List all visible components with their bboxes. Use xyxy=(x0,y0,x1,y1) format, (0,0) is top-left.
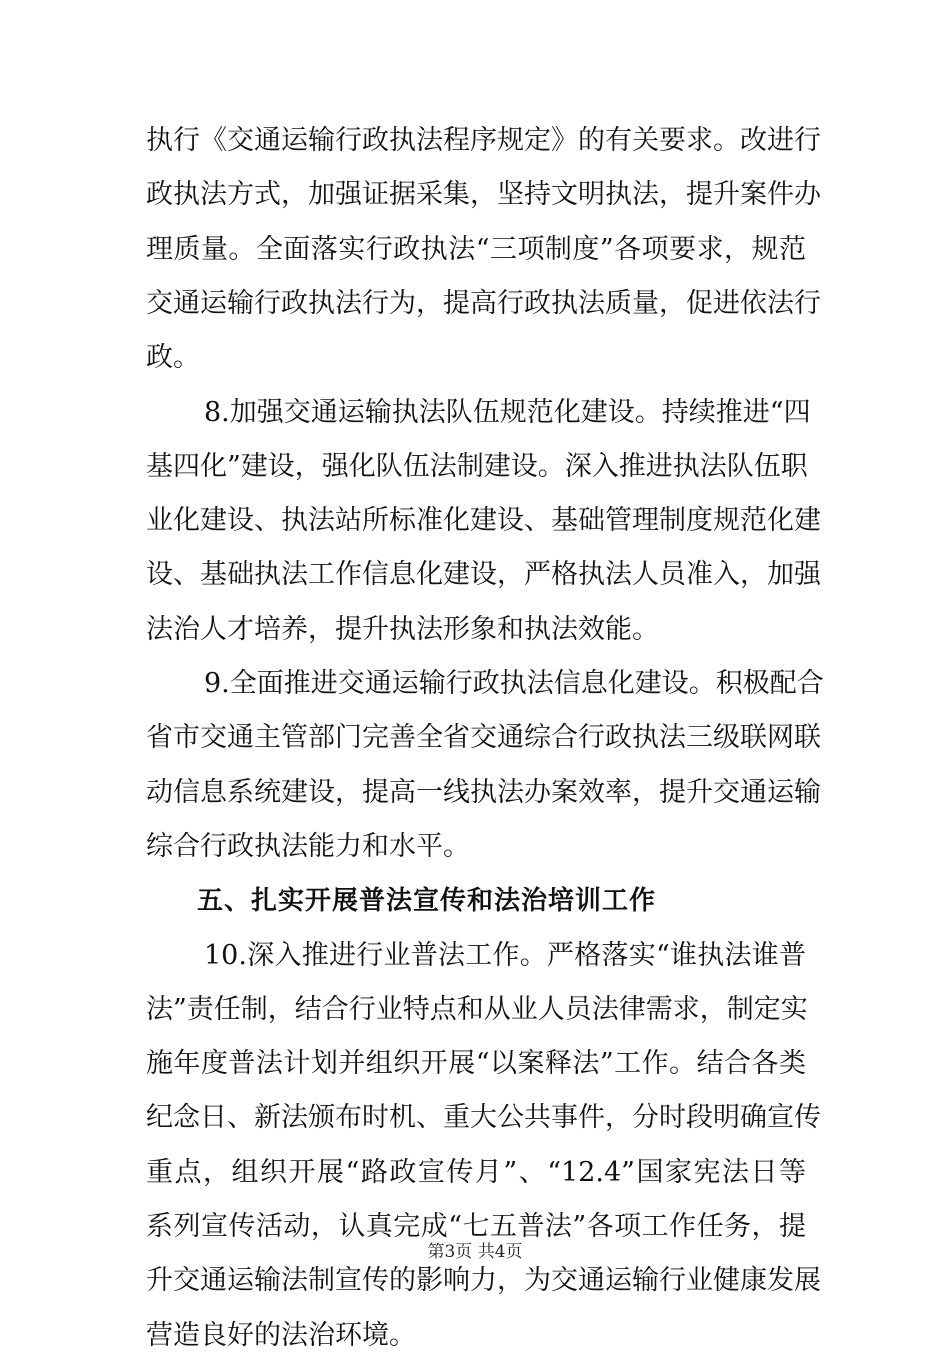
paragraph-line: 执行《交通运输行政执法程序规定》的有关要求。改进行 xyxy=(146,125,821,156)
paragraph-line: 纪念日、新法颁布时机、重大公共事件，分时段明确宣传 xyxy=(146,1102,821,1133)
paragraph-line: 8.加强交通运输执法队伍规范化建设。持续推进“四 xyxy=(204,397,811,428)
paragraph-line: 政。 xyxy=(146,342,200,373)
paragraph-line: 法”责任制，结合行业特点和从业人员法律需求，制定实 xyxy=(146,994,808,1025)
paragraph-line: 重点，组织开展“路政宣传月”、“12.4”国家宪法日等 xyxy=(146,1157,806,1188)
section-heading: 五、扎实开展普法宣传和法治培训工作 xyxy=(197,886,657,916)
page-footer: 第3页 共4页 xyxy=(427,1242,523,1262)
paragraph-line: 交通运输行政执法行为，提高行政执法质量，促进依法行 xyxy=(146,288,821,319)
paragraph-line: 理质量。全面落实行政执法“三项制度”各项要求，规范 xyxy=(146,234,806,265)
paragraph-line: 10.深入推进行业普法工作。严格落实“谁执法谁普 xyxy=(204,940,806,971)
paragraph-line: 综合行政执法能力和水平。 xyxy=(146,831,470,862)
paragraph-line: 省市交通主管部门完善全省交通综合行政执法三级联网联 xyxy=(146,722,821,753)
paragraph-line: 业化建设、执法站所标准化建设、基础管理制度规范化建 xyxy=(146,505,821,536)
paragraph-line: 设、基础执法工作信息化建设，严格执法人员准入，加强 xyxy=(146,559,821,590)
paragraph-line: 基四化”建设，强化队伍法制建设。深入推进执法队伍职 xyxy=(146,451,808,482)
paragraph-line: 9.全面推进交通运输行政执法信息化建设。积极配合 xyxy=(204,668,824,699)
paragraph-line: 法治人才培养，提升执法形象和执法效能。 xyxy=(146,614,659,645)
paragraph-line: 营造良好的法治环境。 xyxy=(146,1320,416,1351)
paragraph-line: 系列宣传活动，认真完成“七五普法”各项工作任务，提 xyxy=(146,1211,806,1242)
paragraph-line: 政执法方式，加强证据采集，坚持文明执法，提升案件办 xyxy=(146,179,821,210)
paragraph-line: 动信息系统建设，提高一线执法办案效率，提升交通运输 xyxy=(146,777,821,808)
paragraph-line: 升交通运输法制宣传的影响力，为交通运输行业健康发展 xyxy=(146,1265,821,1296)
paragraph-line: 施年度普法计划并组织开展“以案释法”工作。结合各类 xyxy=(146,1048,806,1079)
